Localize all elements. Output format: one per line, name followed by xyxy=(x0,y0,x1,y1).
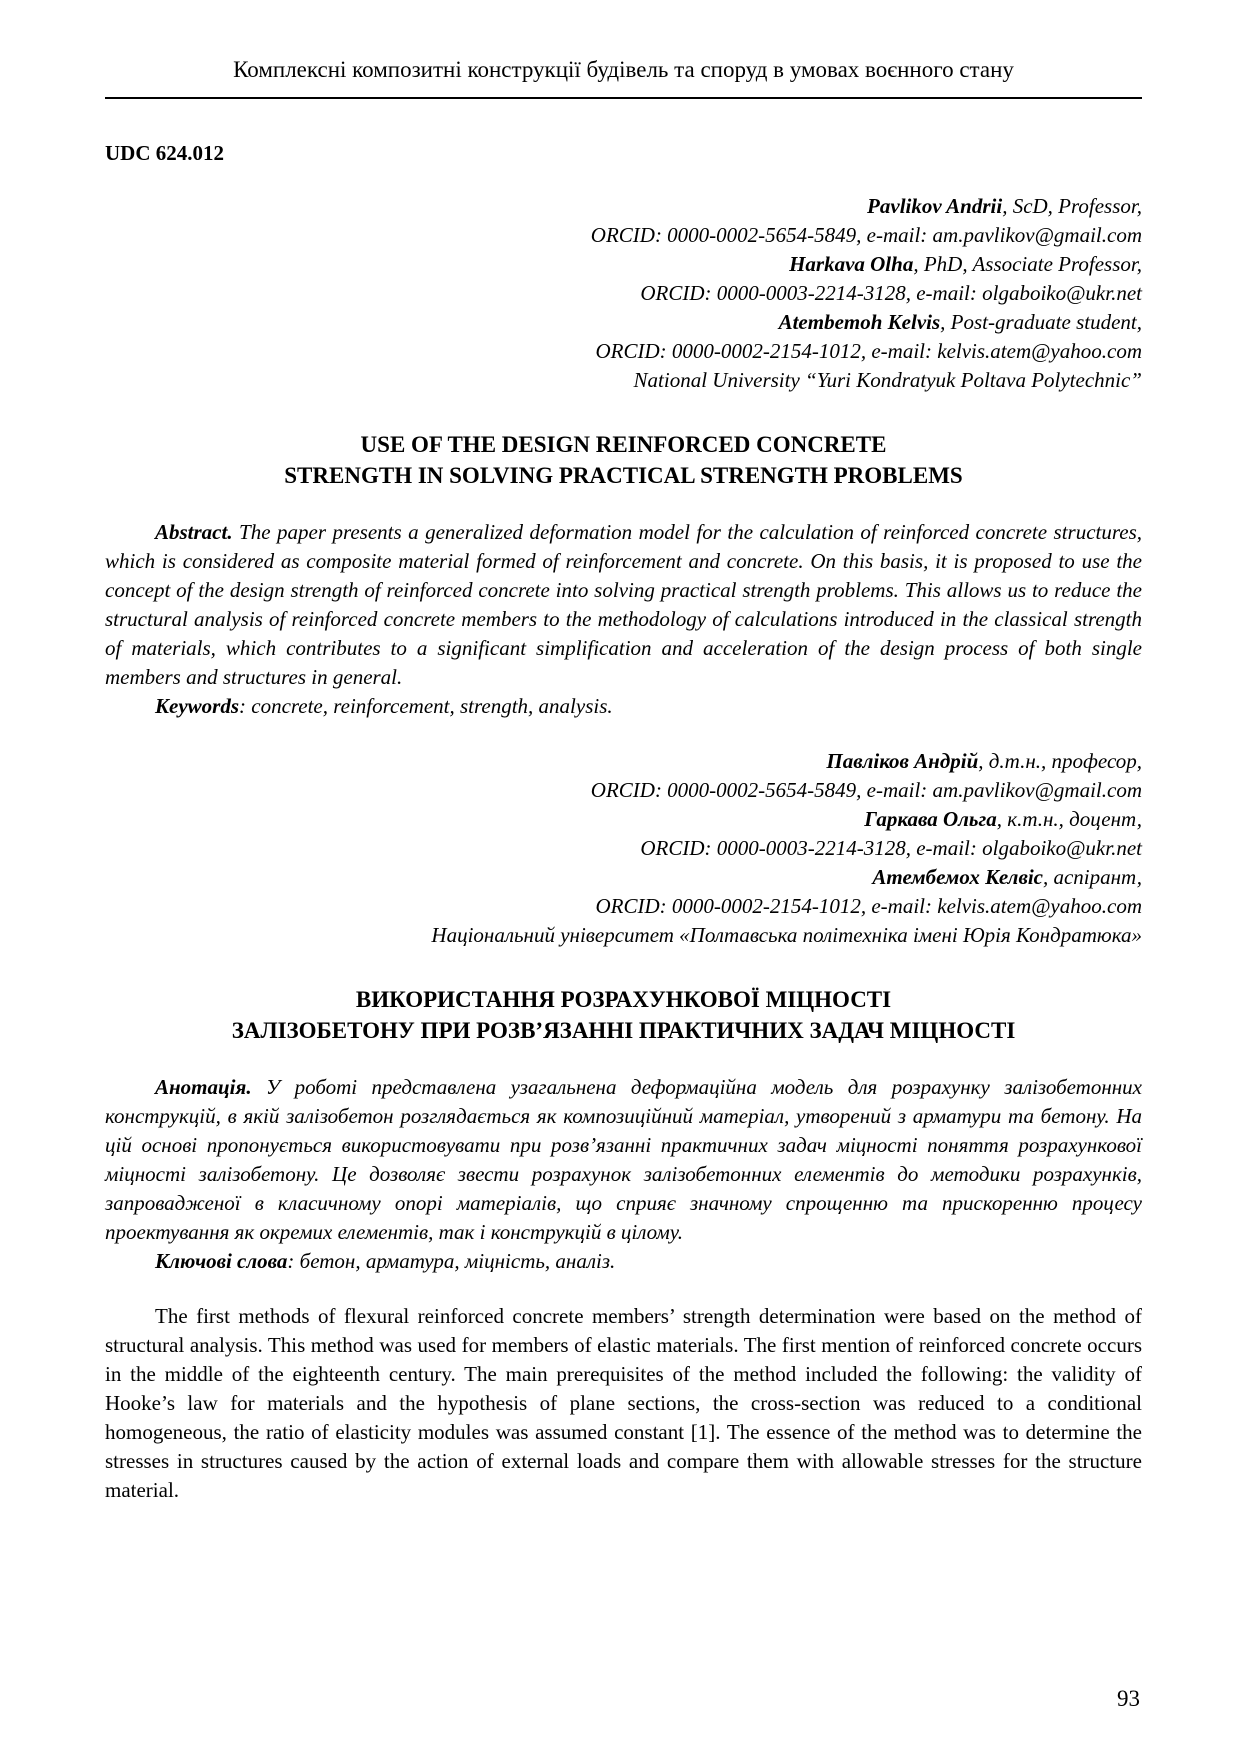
author-en-3-name: Atembemoh Kelvis xyxy=(778,309,941,334)
keywords-ua-label: Ключові слова xyxy=(155,1248,288,1273)
author-ua-1-name: Павліков Андрій xyxy=(826,748,979,773)
author-en-1-name: Pavlikov Andrii xyxy=(867,193,1003,218)
author-ua-2-line xyxy=(105,805,1142,834)
abstract-ua-label: Анотація. xyxy=(155,1075,252,1100)
keywords-ua-text: : бетон, арматура, міцність, аналіз. xyxy=(287,1248,616,1273)
author-ua-2-orcid: ORCID: 0000-0003-2214-3128, e-mail: olgaboiko@ukr.net xyxy=(640,835,1142,860)
authors-block-ua xyxy=(105,747,1142,950)
affiliation-ua: Національний університет «Полтавська політехніка імені Юрія Кондратюка» xyxy=(431,922,1142,947)
body-paragraph-1: The first methods of flexural reinforced concrete members’ strength determination were based on the method of structural analysis. This method was used for members of elastic materials. The first mention of reinforced concrete occurs in the middle of the eighteenth century. The main prerequisites of the method included the following: the validity of Hooke’s law for materials and the hypothesis of plane sections, the cross-section was reduced to a conditional homogeneous, the ratio of elasticity modules was assumed constant [1]. The essence of the method was to determine the stresses in structures caused by the action of external loads and compare them with allowable stresses for the structure material. xyxy=(105,1303,1142,1502)
author-en-3-role: , Post-graduate student, xyxy=(940,309,1142,334)
author-en-2-line xyxy=(105,250,1142,279)
page-number: 93 xyxy=(1117,1686,1140,1711)
author-ua-1-role: , д.т.н., професор, xyxy=(978,748,1142,773)
abstract-en-label: Abstract. xyxy=(155,520,233,545)
author-en-1-role: , ScD, Professor, xyxy=(1002,193,1142,218)
abstract-ua xyxy=(105,1073,1142,1247)
author-ua-2-name: Гаркава Ольга xyxy=(864,806,997,831)
author-ua-1-line xyxy=(105,747,1142,776)
article-title-en-line1: USE OF THE DESIGN REINFORCED CONCRETE xyxy=(360,431,887,457)
author-ua-3-role: , аспірант, xyxy=(1042,864,1142,889)
keywords-ua xyxy=(105,1247,1142,1276)
author-en-2-name: Harkava Olha xyxy=(789,251,914,276)
author-en-3-line xyxy=(105,308,1142,337)
keywords-en xyxy=(105,692,1142,721)
article-title-en-line2: STRENGTH IN SOLVING PRACTICAL STRENGTH PROBLEMS xyxy=(284,463,963,489)
author-en-3-orcid: ORCID: 0000-0002-2154-1012, e-mail: kelvis.atem@yahoo.com xyxy=(595,338,1142,363)
abstract-en-text: The paper presents a generalized deformation model for the calculation of reinforced concrete structures, which is considered as composite material formed of reinforcement and concrete. On this basis, it is proposed to use the concept of the design strength of reinforced concrete into solving practical strength problems. This allows us to reduce the structural analysis of reinforced concrete members to the methodology of calculations introduced in the classical strength of materials, which contributes to a significant simplification and acceleration of the design process of both single members and structures in general. xyxy=(105,520,1142,689)
author-en-2-orcid: ORCID: 0000-0003-2214-3128, e-mail: olgaboiko@ukr.net xyxy=(640,280,1142,305)
keywords-en-text: : concrete, reinforcement, strength, analysis. xyxy=(239,693,613,718)
authors-block-en xyxy=(105,192,1142,395)
author-ua-2-role: , к.т.н., доцент, xyxy=(996,806,1142,831)
article-title-ua xyxy=(105,984,1142,1047)
keywords-en-label: Keywords xyxy=(155,693,239,718)
running-head: Комплексні композитні конструкції будівель та споруд в умовах воєнного стану xyxy=(105,55,1142,99)
author-en-1-orcid: ORCID: 0000-0002-5654-5849, e-mail: am.pavlikov@gmail.com xyxy=(590,222,1142,247)
author-ua-3-orcid: ORCID: 0000-0002-2154-1012, e-mail: kelvis.atem@yahoo.com xyxy=(595,893,1142,918)
article-title-ua-line2: ЗАЛІЗОБЕТОНУ ПРИ РОЗВ’ЯЗАННІ ПРАКТИЧНИХ ЗАДАЧ МІЦНОСТІ xyxy=(231,1018,1016,1044)
article-title-ua-line1: ВИКОРИСТАННЯ РОЗРАХУНКОВОЇ МІЦНОСТІ xyxy=(355,986,892,1012)
abstract-en xyxy=(105,518,1142,692)
author-ua-3-line xyxy=(105,863,1142,892)
udc-code: UDC 624.012 xyxy=(105,140,224,165)
author-en-2-role: , PhD, Associate Professor, xyxy=(913,251,1142,276)
affiliation-en: National University “Yuri Kondratyuk Poltava Polytechnic” xyxy=(633,367,1142,392)
article-title-en xyxy=(105,429,1142,492)
author-en-1-line xyxy=(105,192,1142,221)
author-ua-1-orcid: ORCID: 0000-0002-5654-5849, e-mail: am.pavlikov@gmail.com xyxy=(590,777,1142,802)
abstract-ua-text: У роботі представлена узагальнена деформаційна модель для розрахунку залізобетонних конструкцій, в якій залізобетон розглядається як композиційний матеріал, утворений з арматури та бетону. На цій основі пропонується використовувати при розв’язанні практичних задач міцності поняття розрахункової міцності залізобетону. Це дозволяє звести розрахунок залізобетонних елементів до методики розрахунків, запровадженої в класичному опорі матеріалів, що сприяє значному спрощенню та прискоренню процесу проектування як окремих елементів, так і конструкцій в цілому. xyxy=(105,1075,1142,1245)
author-ua-3-name: Атембемох Келвіс xyxy=(872,864,1043,889)
